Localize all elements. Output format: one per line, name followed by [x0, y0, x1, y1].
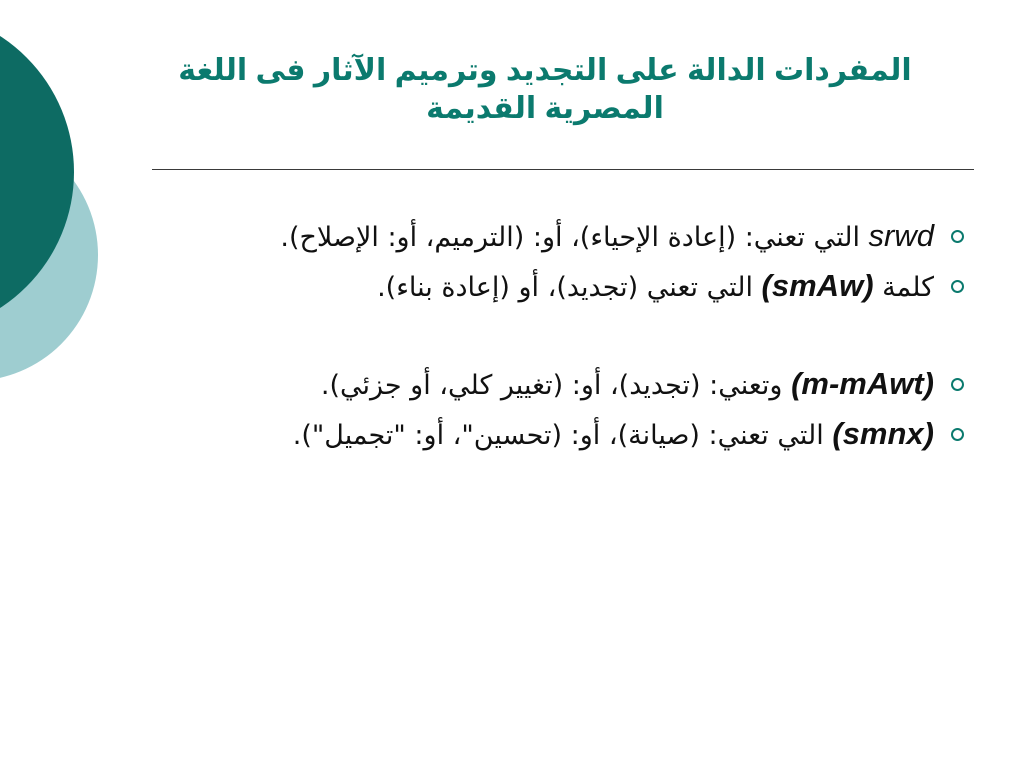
decorative-circles	[0, 0, 110, 400]
list-item-m-mawt: (m-mAwt) وتعني: (تجديد)، أو: (تغيير كلي، أو جزئي).	[212, 360, 980, 410]
circle-bullet-icon	[951, 428, 964, 441]
list-item-smnx: (smnx) التي تعني: (صيانة)، أو: (تحسين"، أو: "تجميل").	[212, 410, 980, 460]
term-srwd: srwd	[868, 218, 934, 253]
circle-bullet-icon	[951, 280, 964, 293]
item-text: التي تعني (تجديد)، أو (إعادة بناء).	[377, 272, 753, 303]
term-smaw: smAw	[771, 268, 864, 303]
item-prefix: كلمة	[882, 272, 934, 303]
circle-bullet-icon	[951, 230, 964, 243]
item-text: التي تعني: (صيانة)، أو: (تحسين"، أو: "تجميل").	[292, 420, 824, 451]
item-text: التي تعني: (إعادة الإحياء)، أو: (الترميم، أو: الإصلاح).	[280, 222, 860, 253]
title-divider	[152, 169, 974, 170]
item-text: وتعني: (تجديد)، أو: (تغيير كلي، أو جزئي).	[320, 370, 783, 401]
slide-title	[150, 52, 940, 128]
list-item-smaw: كلمة (smAw) التي تعني (تجديد)، أو (إعادة بناء).	[212, 262, 980, 312]
list-item-srwd	[212, 212, 980, 262]
bullet-list	[212, 212, 980, 460]
term-smnx: smnx	[842, 416, 924, 451]
circle-bullet-icon	[951, 378, 964, 391]
title-line-1: المفردات الدالة على التجديد وترميم الآثار فى اللغة	[178, 54, 912, 87]
term-m-mawt: m-mAwt	[801, 366, 924, 401]
title-line-2: المصرية القديمة	[426, 92, 664, 125]
